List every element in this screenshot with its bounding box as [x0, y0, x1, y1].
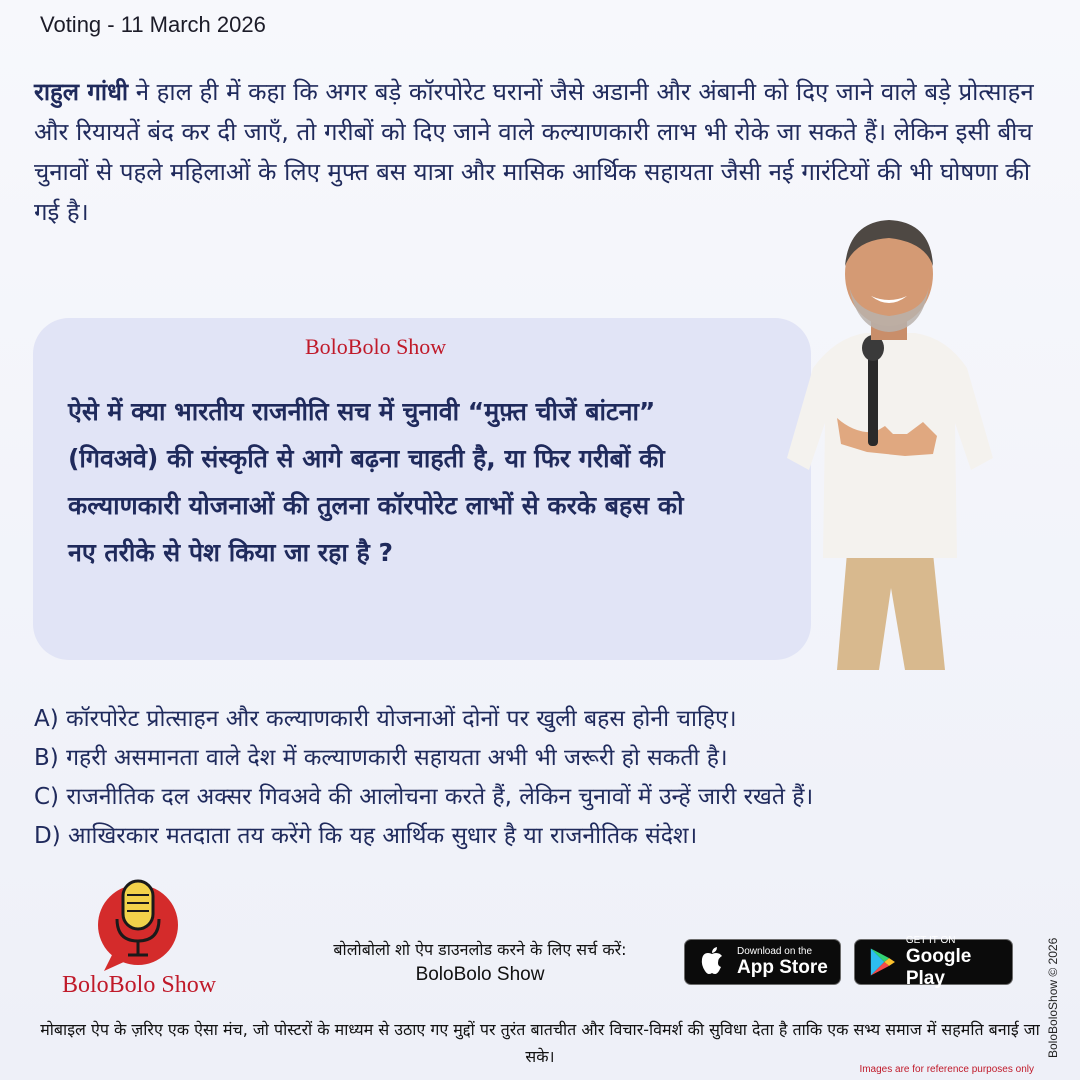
options-list [34, 700, 1044, 856]
bolobolo-mic-logo [92, 875, 184, 975]
politician-photo [775, 208, 1005, 678]
intro-name: राहुल गांधी [34, 78, 129, 106]
option-b[interactable]: B) गहरी असमानता वाले देश में कल्याणकारी सहायता अभी भी जरूरी हो सकती है। [34, 745, 728, 771]
intro-text: ने हाल ही में कहा कि अगर बड़े कॉरपोरेट घरानों जैसे अडानी और अंबानी को दिए जाने वाले बड़े प्रोत्साहन और रियायतें बंद कर दी जाएँ, तो गरीबों को दिए जाने वाले कल्याणकारी लाभ भी रोके जा सकते हैं। लेकिन इसी बीच चुनावों से पहले महिलाओं के लिए मुफ्त बस यात्रा और मासिक आर्थिक सहायता जैसी नई गारंटियों की भी घोषणा की गई है। [34, 78, 1034, 226]
app-store-big: App Store [737, 956, 828, 978]
app-store-small: Download on the [737, 945, 813, 957]
date-label: Voting - 11 March 2026 [40, 12, 266, 37]
google-play-big: Google Play [905, 945, 972, 989]
side-credit: BoloBoloShow © 2026 [1046, 937, 1060, 1058]
google-play-button[interactable] [854, 934, 1013, 989]
google-play-icon [865, 945, 898, 979]
question-text: ऐसे में क्या भारतीय राजनीति सच में चुनावी “मुफ़्त चीजें बांटना” (गिवअवे) की संस्कृति से आगे बढ़ना चाहती है, या फिर गरीबों की कल्याणकारी योजनाओं की तुलना कॉरपोरेट लाभों से करके बहस को नए तरीके से पेश किया जा रहा है ? [68, 397, 684, 567]
option-c[interactable]: C) राजनीतिक दल अक्सर गिवअवे की आलोचना करते हैं, लेकिन चुनावों में उन्हें जारी रखते हैं। [34, 784, 814, 810]
app-store-button[interactable] [684, 939, 841, 985]
search-term: BoloBolo Show [415, 964, 545, 985]
google-play-small: GET IT ON [905, 934, 956, 946]
footer-description: मोबाइल ऐप के ज़रिए एक ऐसा मंच, जो पोस्टरों के माध्यम से उठाए गए मुद्दों पर तुरंत बातचीत और विचार-विमर्श की सुविधा देता है ताकि एक सभ्य समाज में सहमति बनाई जा सके। [40, 1020, 1040, 1066]
option-a[interactable]: A) कॉरपोरेट प्रोत्साहन और कल्याणकारी योजनाओं दोनों पर खुली बहस होनी चाहिए। [34, 706, 737, 732]
card-brand: BoloBolo Show [305, 334, 447, 359]
disclaimer: Images are for reference purposes only [859, 1064, 1034, 1075]
apple-icon [695, 945, 729, 979]
option-d[interactable]: D) आखिरकार मतदाता तय करेंगे कि यह आर्थिक सुधार है या राजनीतिक संदेश। [34, 823, 698, 849]
logo-text: BoloBolo Show [62, 972, 217, 998]
search-prompt: बोलोबोलो शो ऐप डाउनलोड करने के लिए सर्च करें: [333, 940, 627, 959]
